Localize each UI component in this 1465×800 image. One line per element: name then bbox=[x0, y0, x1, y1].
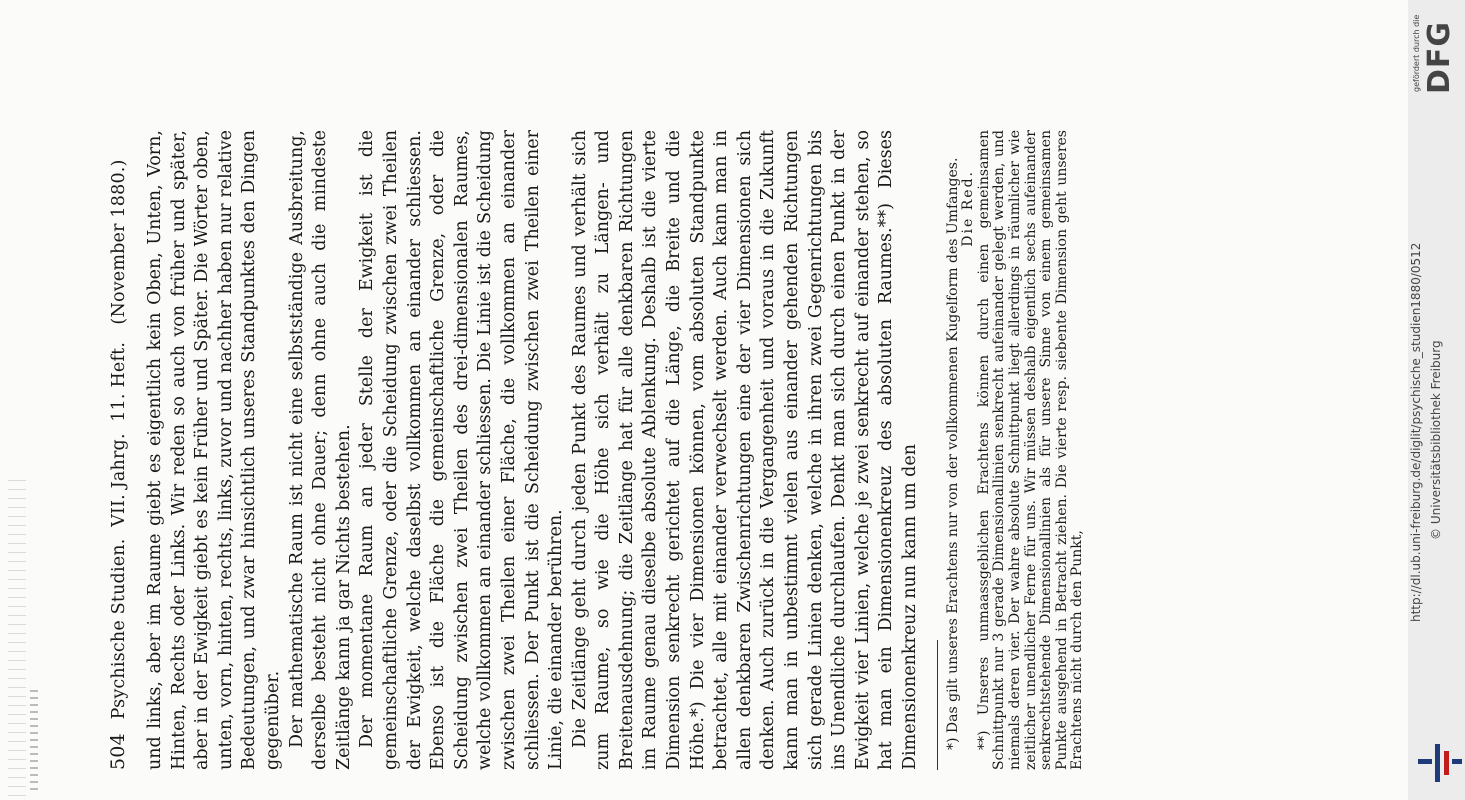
volume: VII. Jahrg. bbox=[109, 433, 129, 527]
paragraph-2: Der mathematische Raum ist nicht eine selbstständige Ausbreitung, derselbe besteht nicht ohne Dauer; denn ohne auch die mindeste Zeitlänge kann ja gar Nichts bestehen. bbox=[286, 130, 354, 770]
page-number: 504 bbox=[107, 733, 129, 770]
source-url[interactable]: http://dl.ub.uni-freiburg.de/diglit/psychische_studien1880/0512 bbox=[1409, 242, 1423, 622]
rotated-text-block bbox=[105, 130, 1265, 770]
copyright-notice: © Universitätsbibliothek Freiburg bbox=[1429, 340, 1443, 540]
footnote-2: **) Unseres unmaassgeblichen Erachtens können durch einen gemeinsamen Schnittpunkt nur 3 gerade Dimensionallinien senkrecht aufeinander gelegt werden, und niemals deren vier. Der wahre absolute Schnittpunkt liegt allerdings in räumlicher wie zeitlicher unendlicher Ferne für uns. Wir müssen deshalb eigentlich sechs aufeinander senkrechtstehende Dimensionallinien als für unsere Sinne von einem gemeinsamen Punkte ausgehend in Betracht ziehen. Die vierte resp. siebente Dimension geht unseres Erachtens nicht durch den Punkt, bbox=[975, 130, 1086, 770]
university-library-logo-icon bbox=[1418, 742, 1462, 784]
library-sidebar bbox=[1408, 0, 1465, 800]
footnote-1: *) Das gilt unseres Erachtens nur von der vollkommenen Kugelform des Umfanges. bbox=[944, 157, 961, 750]
issue-date: (November 1880.) bbox=[109, 159, 129, 325]
footnote-1-signature: Die Red. bbox=[960, 170, 977, 247]
paragraph-1: und links, aber im Raume giebt es eigentlich kein Oben, Unten, Vorn, Hinten, Rechts oder Links. Wir reden so auch von früher und später, aber in der Ewigkeit giebt es kein Früher und Später. Die Wörter oben, unten, vorn, hinten, rechts, links, zuvor und nachher haben nur relative Bedeutungen, und zwar hinsichtlich unseres Standpunktes den Dingen gegenüber. bbox=[145, 130, 283, 770]
footnotes bbox=[946, 130, 1086, 770]
dfg-logo: DFG bbox=[1422, 20, 1457, 94]
funding-note: gefördert durch die bbox=[1412, 14, 1421, 92]
issue: 11. Heft. bbox=[109, 341, 129, 422]
running-head bbox=[105, 130, 132, 770]
paragraph-3: Der momentane Raum an jeder Stelle der Ewigkeit ist die gemeinschaftliche Grenze, oder die Scheidung zwischen zwei Theilen der Ewigkeit, welche daselbst vollkommen an einander schliessen. Ebenso ist die Fläche die gemeinschaftliche Grenze, oder die Scheidung zwischen zwei Theilen des drei-dimensionalen Raumes, welche vollkommen an einander schliessen. Die Linie ist die Scheidung zwischen zwei Theilen einer Fläche, die vollkommen an einander schliessen. Der Punkt ist die Scheidung zwischen zwei Theilen einer Linie, die einander berühren. bbox=[357, 130, 567, 770]
scan-artifacts bbox=[8, 480, 26, 800]
journal-title: Psychische Studien. bbox=[109, 538, 129, 720]
paragraph-4: Die Zeitlänge geht durch jeden Punkt des Raumes und verhält sich zum Raume, so wie die Höhe sich verhält zu Längen- und Breitenausdehnung; die Zeitlänge hat für alle denkbaren Richtungen im Raume genau dieselbe absolute Ablenkung. Deshalb ist die vierte Dimension senkrecht gerichtet auf die Länge, die Breite und die Höhe.*) Die vier Dimensionen können, vom absoluten Standpunkte betrachtet, alle mit einander verwechselt werden. Auch kann man in allen denkbaren Zwischenrichtungen eine der vier Dimensionen sich denken. Auch zurück in die Vergangenheit und voraus in die Zukunft kann man in unbestimmt vielen aus einander gehenden Richtungen sich gerade Linien denken, welche in ihren zwei Gegenrichtungen bis ins Unendliche durchlaufen. Denkt man sich durch einen Punkt in der Ewigkeit vier Linien, welche je zwei senkrecht auf einander stehen, so hat man ein Dimensionenkreuz des absoluten Raumes.**) Dieses Dimensionenkreuz nun kann um den bbox=[569, 130, 920, 770]
body-text bbox=[144, 130, 923, 770]
footnote-rule bbox=[937, 640, 938, 770]
scan-artifacts-lower bbox=[30, 690, 38, 790]
